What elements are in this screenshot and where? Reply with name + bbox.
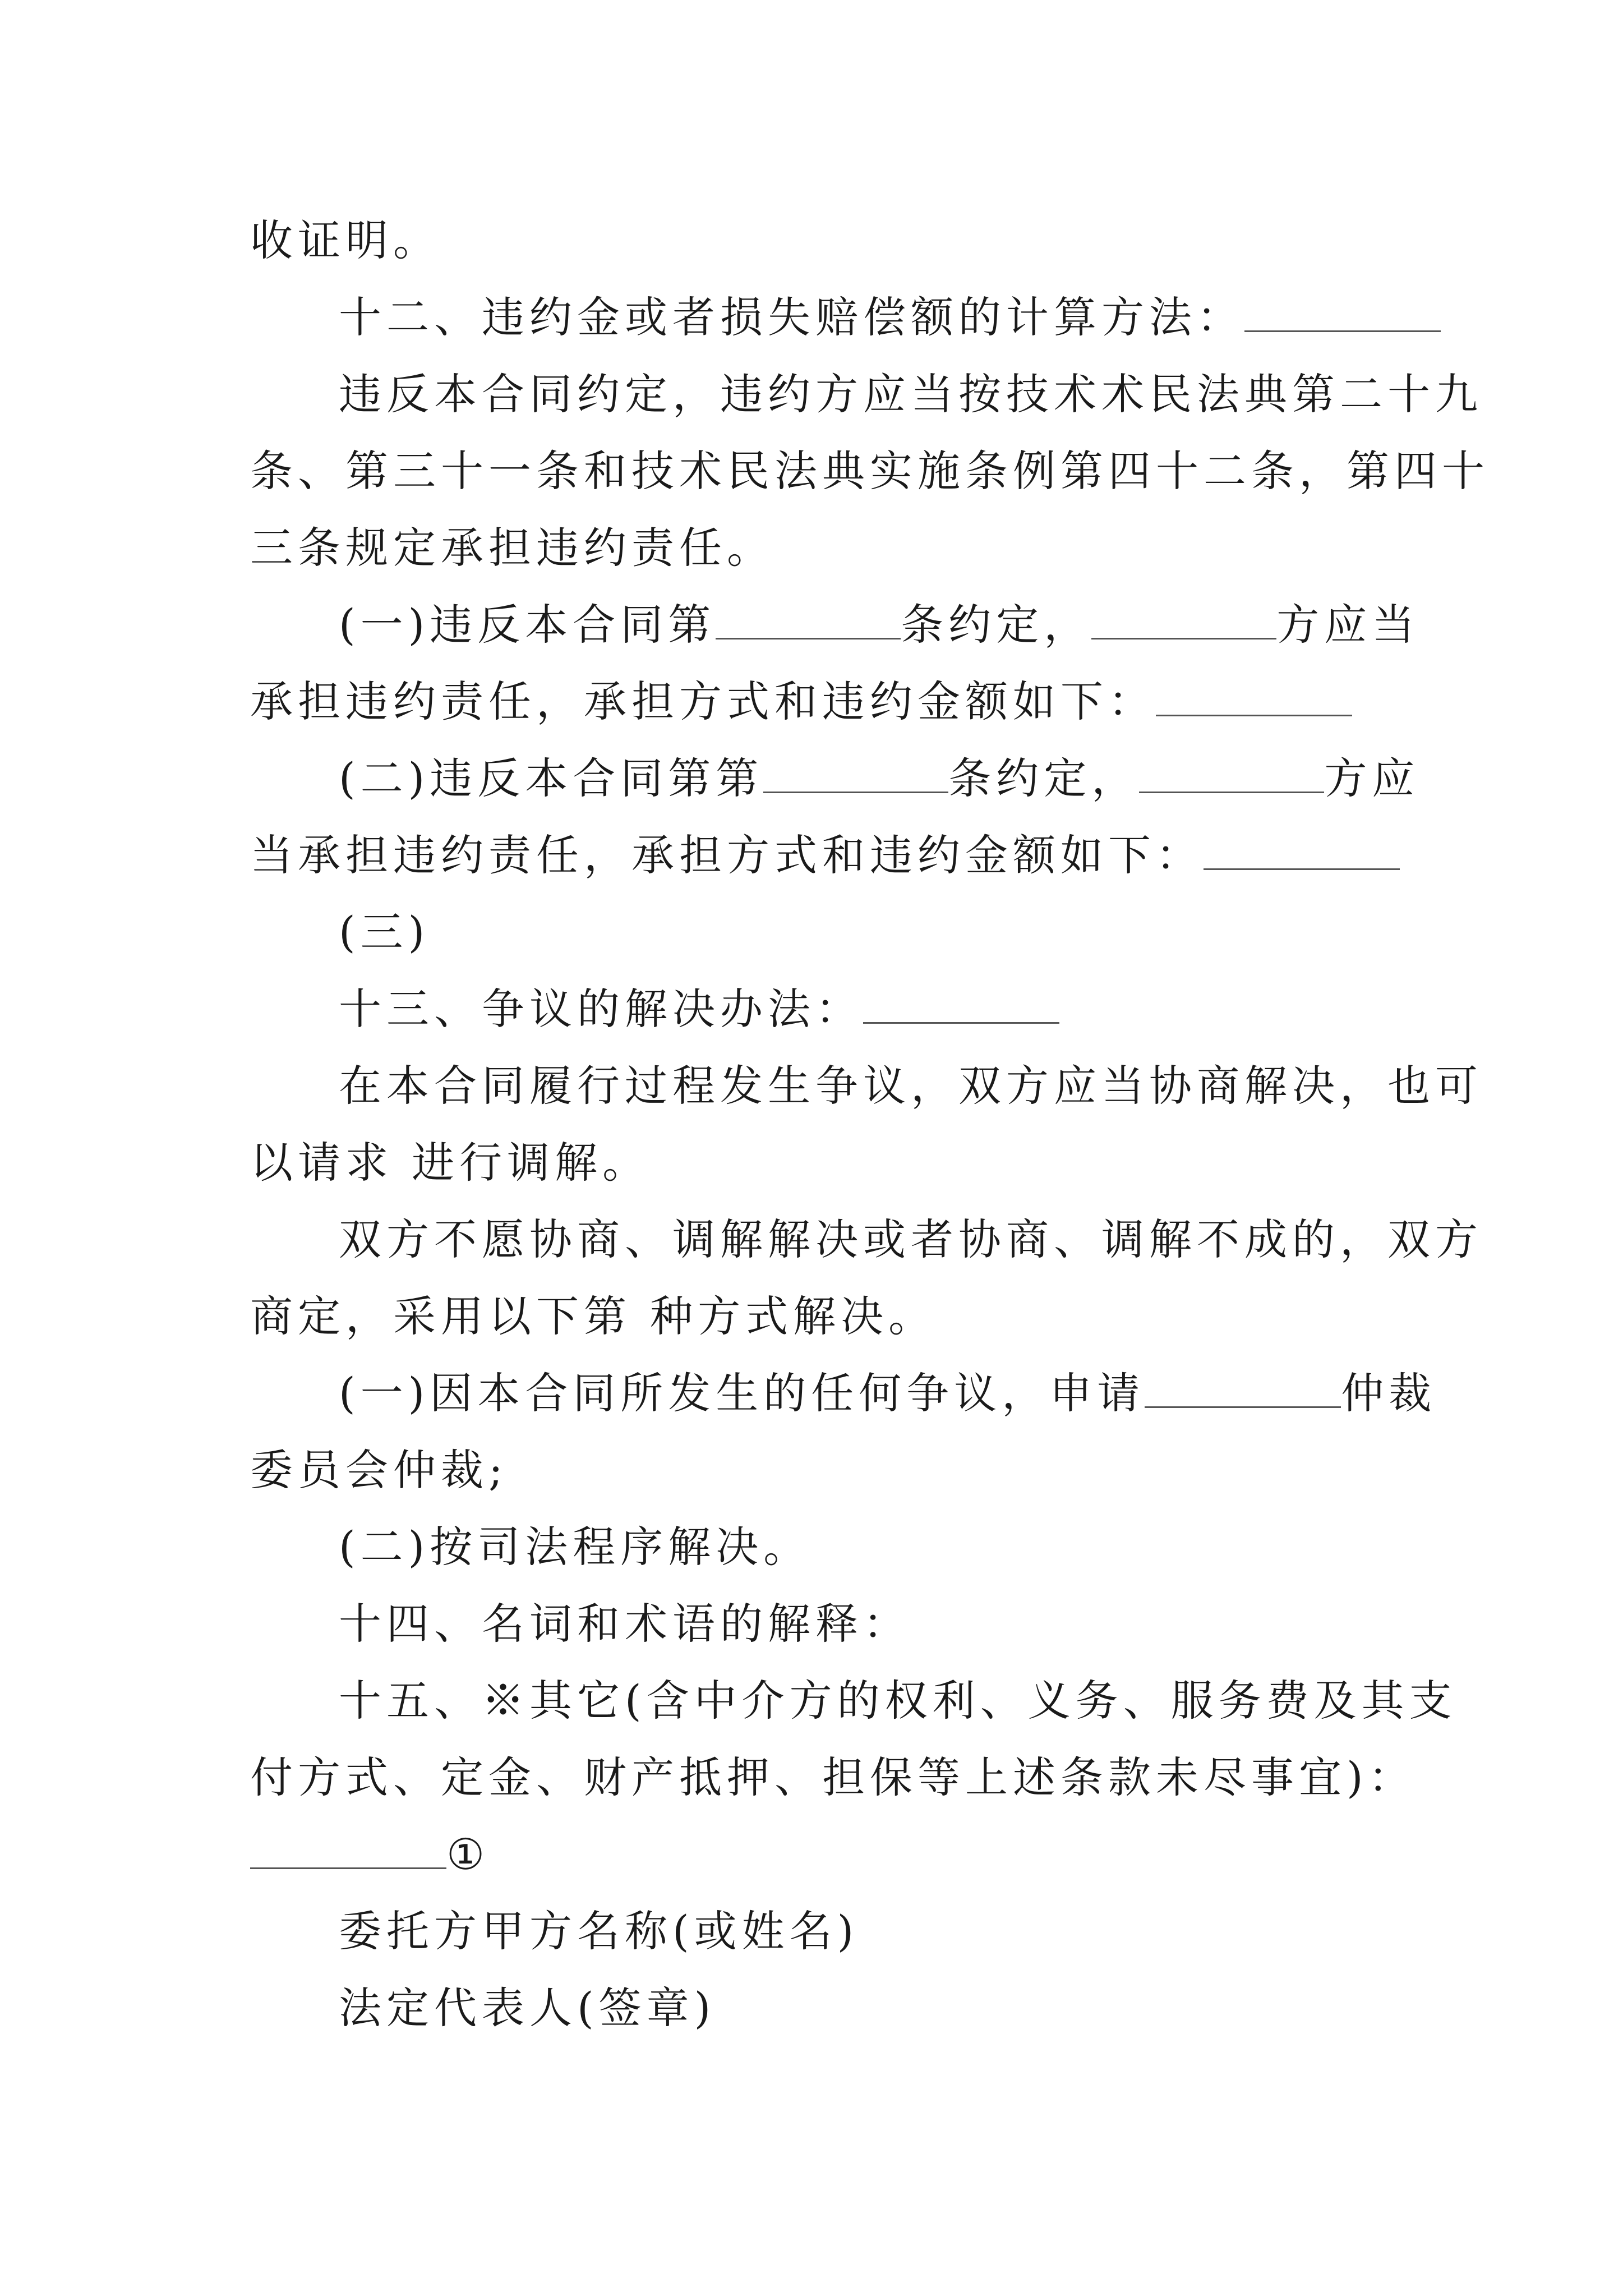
fill-in-blank (716, 603, 901, 639)
line-text: (二)违反本合同第第 (339, 753, 764, 803)
paragraph-line (250, 1432, 1386, 1508)
section-13-heading (250, 970, 1386, 1047)
footnote-blank-line (250, 1816, 1386, 1893)
paragraph-line (250, 1047, 1483, 1124)
fill-in-blank (1244, 296, 1441, 332)
line-text: 十三、争议的解决办法： (339, 984, 863, 1034)
fill-in-blank (1204, 834, 1400, 870)
line-text: 付方式、定金、财产抵押、担保等上述条款未尽事宜)： (250, 1752, 1416, 1802)
line-text: 条约定， (948, 753, 1140, 803)
section-14-heading (250, 1585, 1386, 1662)
contract-text (250, 202, 1490, 2046)
line-text: 十四、名词和术语的解释： (339, 1599, 911, 1649)
paragraph-line (250, 509, 1386, 586)
paragraph-line (250, 356, 1483, 432)
line-text: 十五、※其它(含中介方的权利、义务、服务费及其支 (339, 1676, 1457, 1726)
signature-client-name (250, 1893, 1386, 1970)
line-text: 在本合同履行过程发生争议，双方应当协商解决，也可 (339, 1061, 1483, 1111)
fill-in-blank (763, 757, 948, 793)
line-text: (二)按司法程序解决。 (339, 1522, 811, 1572)
line-text: 方应当 (1276, 600, 1420, 650)
line-text: 条约定， (901, 600, 1092, 650)
line-text: 委托方甲方名称(或姓名) (339, 1906, 859, 1956)
line-text: 仲裁 (1341, 1368, 1437, 1418)
line-text: 三条规定承担违约责任。 (250, 523, 774, 573)
section-12-heading (250, 279, 1386, 356)
signature-legal-rep (250, 1970, 1386, 2046)
paragraph-line (250, 1201, 1483, 1278)
arbitration-line (250, 1355, 1437, 1432)
paragraph-line (250, 1124, 1386, 1201)
paragraph-line (250, 663, 1386, 740)
fill-in-blank (1139, 757, 1324, 793)
line-text: (一)因本合同所发生的任何争议，申请 (339, 1368, 1145, 1418)
line-text: (三) (339, 907, 430, 957)
line-text: 法定代表人(签章) (339, 1983, 716, 2033)
line-text: 十二、违约金或者损失赔偿额的计算方法： (339, 292, 1244, 342)
paragraph-line (250, 1278, 1386, 1355)
circled-number-one: ① (446, 1829, 490, 1879)
paragraph-line (250, 817, 1386, 894)
line-text: 收证明。 (250, 215, 441, 265)
fill-in-blank (863, 987, 1059, 1024)
paragraph-line (250, 202, 1386, 279)
paragraph-line (250, 432, 1490, 509)
section-15-heading (250, 1662, 1457, 1739)
paragraph-line (250, 1508, 1386, 1585)
line-text: 方应 (1324, 753, 1420, 803)
line-text: 条、第三十一条和技术民法典实施条例第四十二条，第四十 (250, 446, 1490, 496)
line-text: 当承担违约责任，承担方式和违约金额如下： (250, 830, 1204, 880)
clause-3-line (250, 894, 1386, 970)
fill-in-blank (250, 1833, 446, 1869)
clause-2-line (250, 740, 1420, 817)
line-text: 委员会仲裁; (250, 1445, 508, 1495)
fill-in-blank (1145, 1372, 1341, 1408)
clause-1-line (250, 586, 1420, 663)
fill-in-blank (1091, 603, 1276, 639)
fill-in-blank (1156, 680, 1352, 716)
line-text: (一)违反本合同第 (339, 600, 716, 650)
line-text: 违反本合同约定，违约方应当按技术术民法典第二十九 (339, 369, 1483, 419)
line-text: 双方不愿协商、调解解决或者协商、调解不成的，双方 (339, 1214, 1483, 1264)
line-text: 商定，采用以下第 种方式解决。 (250, 1291, 937, 1341)
line-text: 承担违约责任，承担方式和违约金额如下： (250, 677, 1156, 726)
paragraph-line (250, 1739, 1416, 1816)
line-text: 以请求 进行调解。 (250, 1138, 651, 1188)
